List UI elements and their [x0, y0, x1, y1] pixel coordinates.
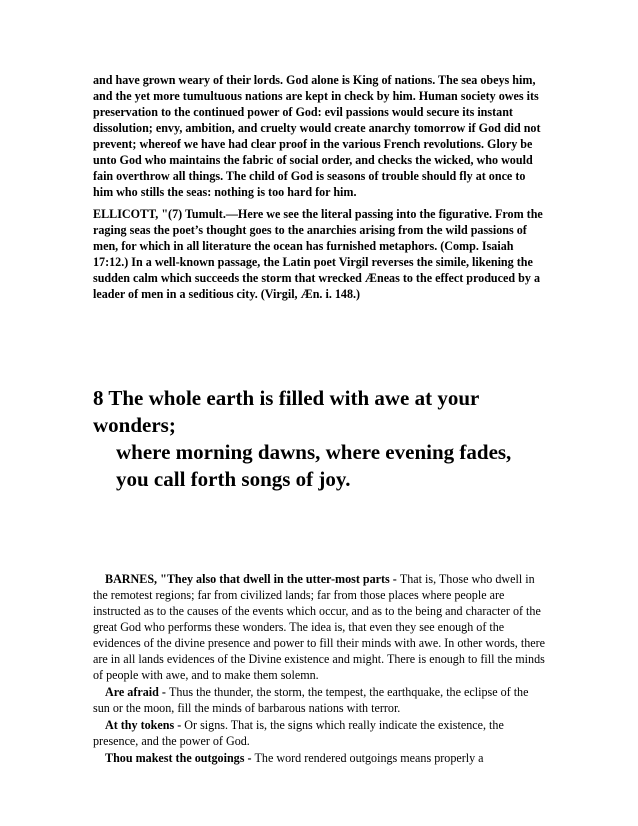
barnes-commentary [93, 571, 548, 767]
commentary-body: Or signs. That is, the signs which really indicate the existence, the presence, and the power of God. [93, 718, 504, 748]
spurgeon-paragraph: and have grown weary of their lords. God alone is King of nations. The sea obeys him, and the yet more tumultuous nations are kept in check by him. Human society owes its preservation to the continued power of God: evil passions would secure its instant dissolution; envy, ambition, and cruelty would create anarchy tomorrow if God did not prevent; whereof we have had clear proof in the various French revolutions. Glory be unto God who maintains the fabric of social order, and checks the wicked, who would fain overthrow all things. The child of God is seasons of trouble should fly at once to him who stills the seas: nothing is too hard for him. [93, 73, 541, 199]
commentary-paragraph [93, 717, 548, 749]
commentary-body: Thus the thunder, the storm, the tempest, the earthquake, the eclipse of the sun or the moon, fill the minds of barbarous nations with terror. [93, 685, 529, 715]
commentary-paragraph [93, 750, 548, 766]
commentary-paragraph [93, 571, 548, 683]
commentary-paragraph [93, 684, 548, 716]
commentary-heading: Thou makest the outgoings - [105, 751, 255, 765]
verse-line-4: you call forth songs of joy. [116, 467, 351, 491]
commentary-body: That is, Those who dwell in the remotest regions; far from civilized lands; far from those places where people are instructed as to the causes of the events which occur, and as to the being and character of the great God who performs these wonders. The idea is, that even they see enough of the evidences of the divine presence and power to fill their minds with awe. In other words, there are in all lands evidences of the Divine existence and might. There is enough to fill the minds of people with awe, and to make them solemn. [93, 572, 546, 682]
ellicott-paragraph: ELLICOTT, "(7) Tumult.—Here we see the literal passing into the figurative. From the raging seas the poet’s thought goes to the anarchies arising from the wild passions of men, for which in all literature the ocean has furnished metaphors. (Comp. Isaiah 17:12.) In a well-known passage, the Latin poet Virgil reverses the simile, likening the sudden calm which succeeds the storm that wrecked Æneas to the effect produced by a leader of men in a seditious city. (Virgil, Æn. i. 148.) [93, 207, 543, 301]
commentary-heading: Are afraid - [105, 685, 169, 699]
verse-line-3: where morning dawns, where evening fades, [116, 440, 512, 464]
verse-block [93, 385, 563, 493]
commentary-body: The word rendered outgoings means properly a [254, 751, 484, 765]
commentary-heading: BARNES, "They also that dwell in the utter-most parts - [105, 572, 400, 586]
verse-line-2: wonders; [93, 413, 176, 437]
commentary-heading: At thy tokens - [105, 718, 185, 732]
verse-line-1: 8 The whole earth is filled with awe at your [93, 386, 480, 410]
